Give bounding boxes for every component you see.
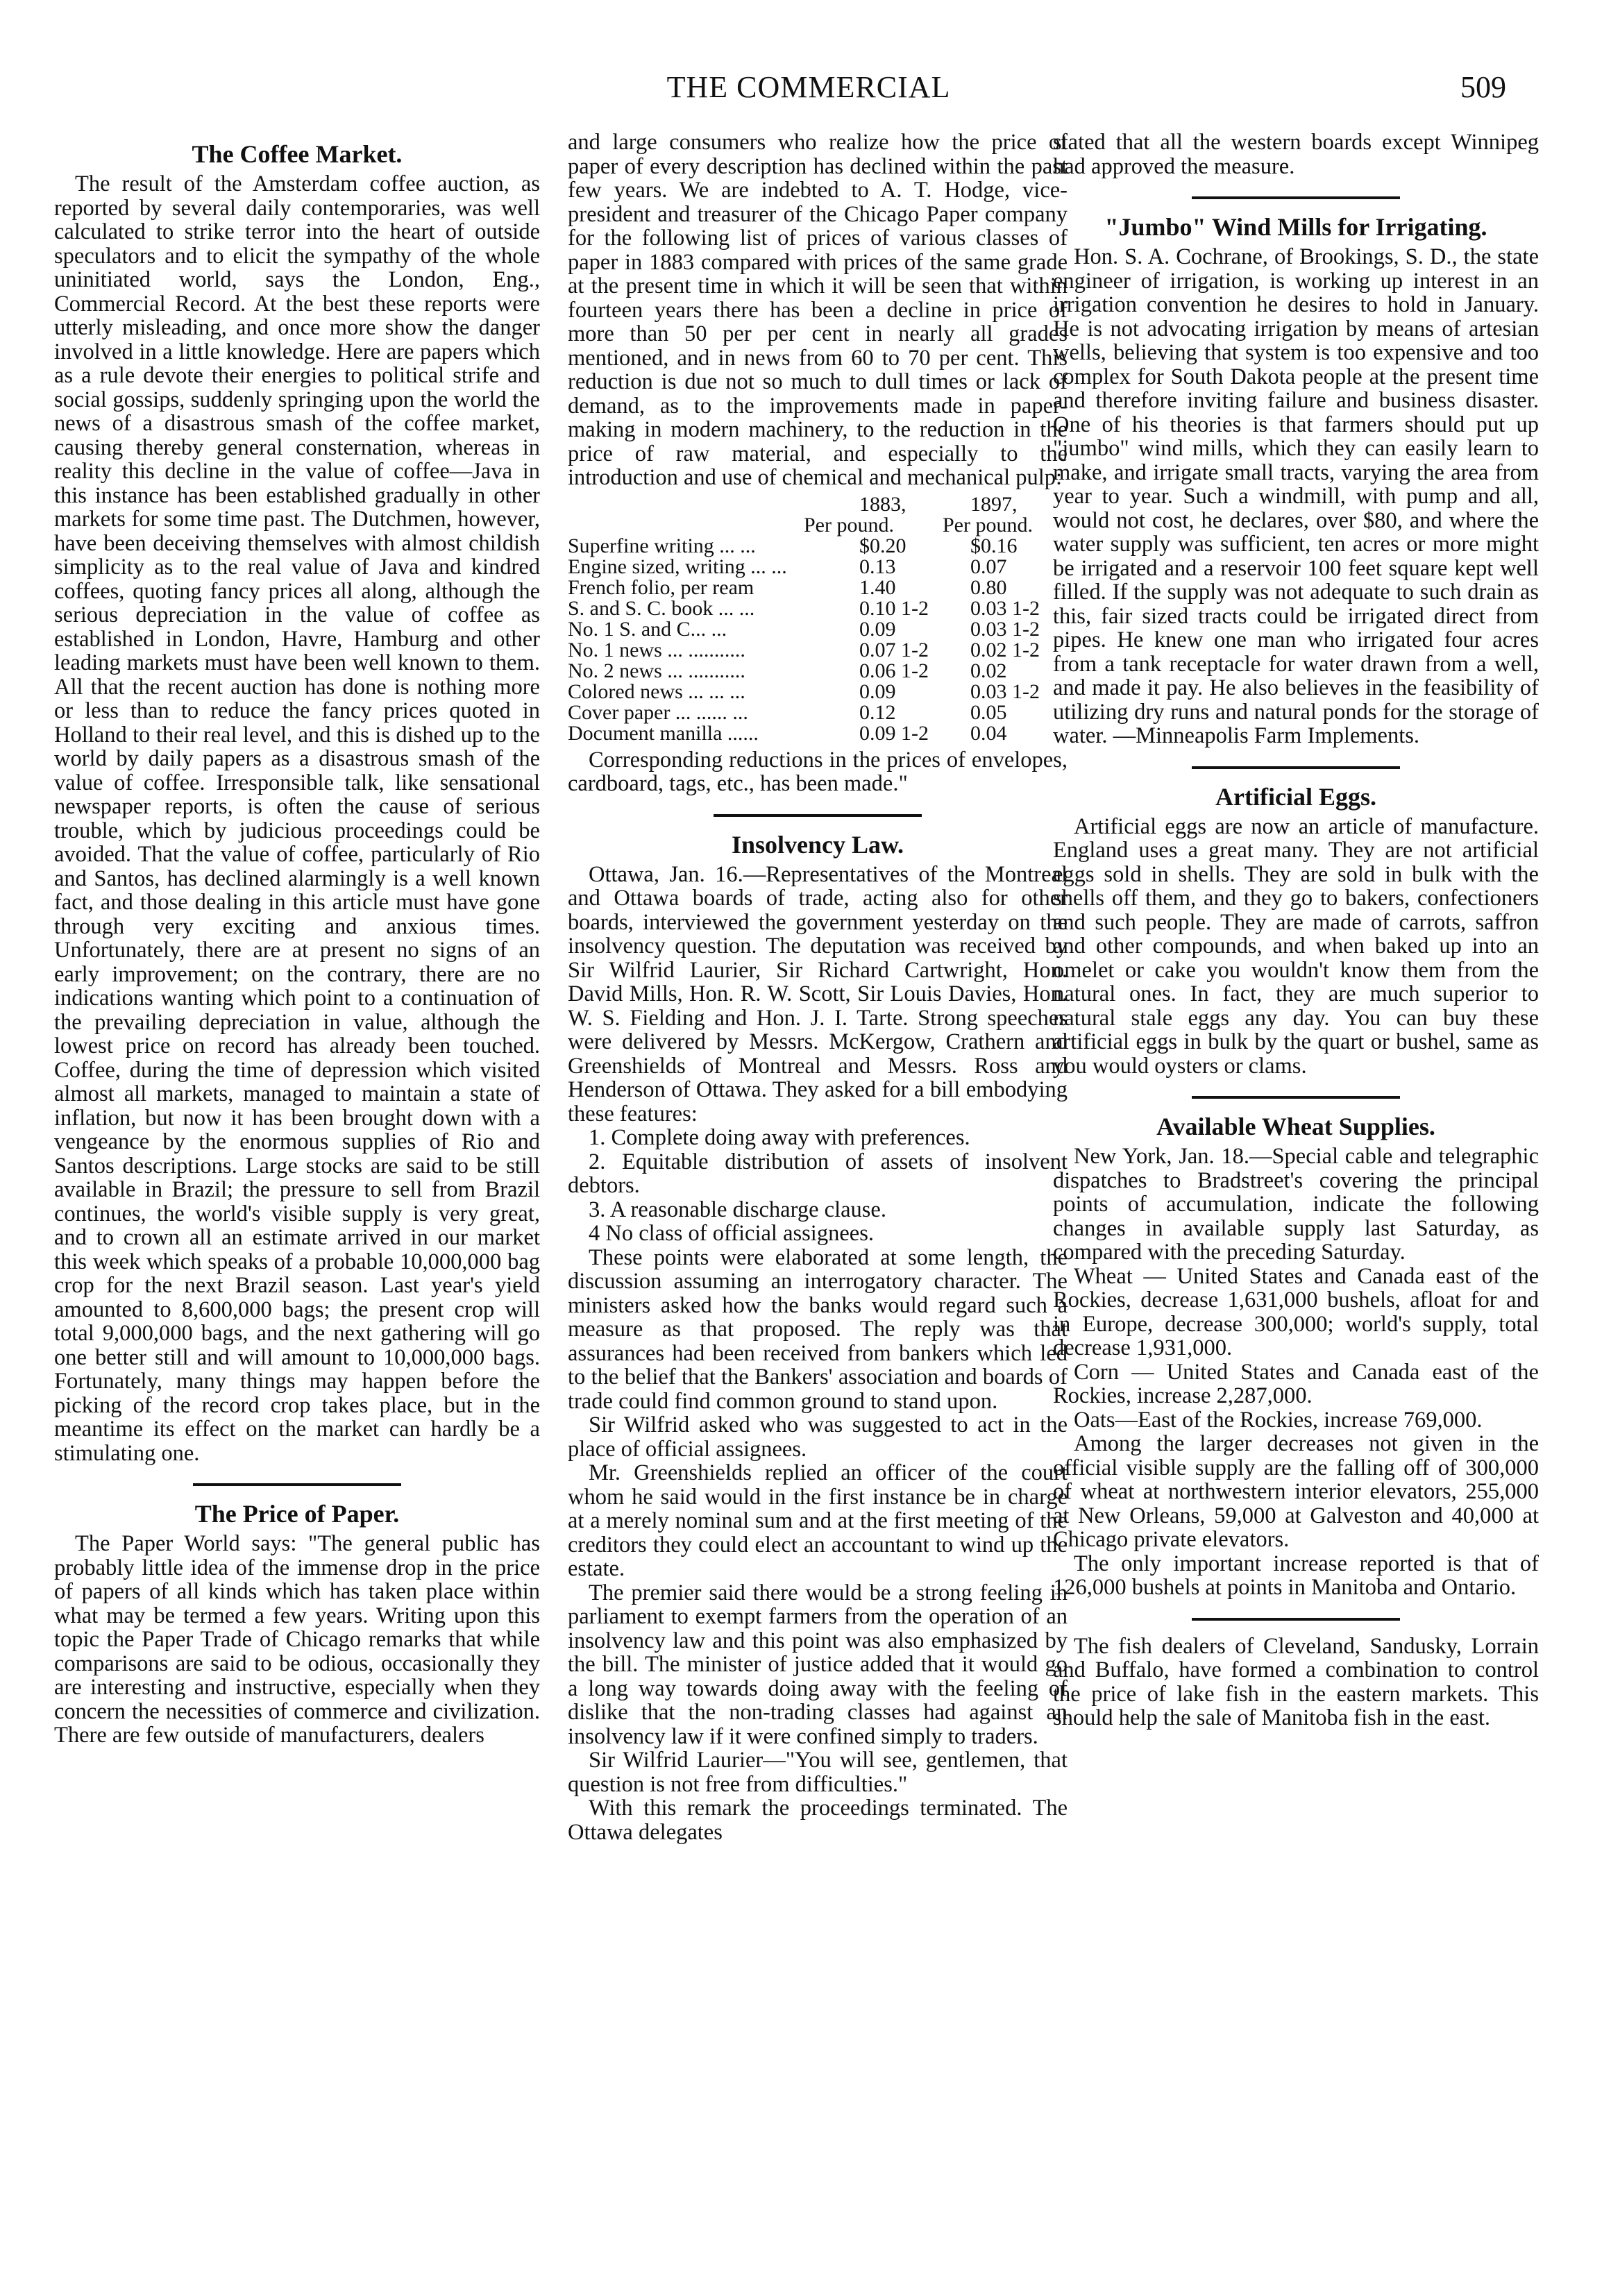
column-unit: Per pound. bbox=[804, 513, 894, 537]
section-divider bbox=[1192, 1618, 1400, 1621]
price-1883: $0.20 bbox=[859, 534, 906, 557]
article-paragraph: Ottawa, Jan. 16.—Representatives of the Montreal and Ottawa boards of trade, acting also for other boards, interviewed the government yesterday on the insolvency question. The deputation was received by Sir Wilfrid Laurier, Sir Richard Cartwright, Hon. David Mills, Hon. R. W. Scott, Sir Louis Davies, Hon. W. S. Fielding and Hon. J. I. Tarte. Strong speeches were delivered by Messrs. McKergow, Crathern and Greenshields of Montreal and Messrs. Ross and Henderson of Ottawa. They asked for a bill embodying these features: bbox=[568, 861, 1068, 1126]
price-1897: 0.80 bbox=[970, 575, 1007, 599]
article-paragraph: Sir Wilfrid asked who was suggested to act in the place of official assignees. bbox=[568, 1412, 1068, 1462]
price-1883: 0.13 bbox=[859, 555, 896, 578]
column-year-1883: 1883, bbox=[859, 492, 906, 516]
section-divider bbox=[193, 1483, 401, 1486]
table-header-years bbox=[568, 494, 1068, 515]
price-1897: $0.16 bbox=[970, 534, 1018, 557]
page-number: 509 bbox=[1460, 70, 1506, 104]
article-paragraph: With this remark the proceedings terminated. The Ottawa delegates bbox=[568, 1796, 1068, 1845]
row-label: Superfine writing ... ... bbox=[568, 534, 756, 557]
price-1883: 0.12 bbox=[859, 700, 896, 724]
list-item: 2. Equitable distribution of assets of insolvent debtors. bbox=[568, 1149, 1068, 1198]
paper-price-table bbox=[568, 494, 1068, 744]
article-paragraph: stated that all the western boards except Winnipeg had approved the measure. bbox=[1053, 130, 1539, 179]
list-item: 3. A reasonable discharge clause. bbox=[589, 1197, 886, 1222]
article-paragraph: Wheat — United States and Canada east of the Rockies, decrease 1,631,000 bushels, afloat for and in Europe, decrease 300,000; world's supply, total decrease 1,931,000. bbox=[1053, 1263, 1539, 1360]
table-row bbox=[568, 661, 1068, 682]
list-item: 1. Complete doing away with preferences. bbox=[589, 1125, 970, 1150]
price-1897: 0.03 1-2 bbox=[970, 617, 1040, 641]
section-divider bbox=[714, 814, 922, 817]
price-1883: 0.06 1-2 bbox=[859, 659, 929, 682]
article-heading-artificial-eggs: Artificial Eggs. bbox=[1215, 782, 1376, 811]
row-label: Engine sized, writing ... ... bbox=[568, 555, 787, 578]
row-label: Colored news ... ... ... bbox=[568, 679, 745, 703]
table-row bbox=[568, 702, 1068, 723]
section-divider bbox=[1192, 1096, 1400, 1099]
article-paragraph: Corn — United States and Canada east of the Rockies, increase 2,287,000. bbox=[1053, 1359, 1539, 1408]
table-row bbox=[568, 619, 1068, 640]
article-heading-insolvency-law: Insolvency Law. bbox=[731, 830, 904, 859]
row-label: No. 1 news ... ........... bbox=[568, 638, 745, 661]
column-3 bbox=[1053, 130, 1539, 1730]
article-paragraph: Hon. S. A. Cochrane, of Brookings, S. D., the state engineer of irrigation, is working up interest in an irrigation convention he desires to hold in January. He is not advocating irrigation by means of artesian wells, believing that system is too expensive and too complex for South Dakota people at the present time and therefore inviting failure and business disaster. One of his theories is that farmers should put up "jumbo" wind mills, which they can easily learn to make, and irrigate small tracts, varying the area from year to year. Such a windmill, with pump and all, would not cost, he declares, over $80, and where the water supply was sufficient, ten acres or more might be irrigated and a reservoir 100 feet square kept well filled. If the supply was not adequate to such drain as this, fair sized tracts could be irrigated direct from pipes. He knew one man who irrigated four acres from a tank receptacle for water drawn from a well, and made it pay. He also believes in the feasibility of utilizing dry runs and natural ponds for the storage of water. —Minneapolis Farm Implements. bbox=[1053, 244, 1539, 748]
section-divider bbox=[1192, 196, 1400, 199]
article-paragraph: The premier said there would be a strong feeling in parliament to exempt farmers from the operation of an insolvency law and this point was also emphasized by the bill. The minister of justice added that it would go a long way towards doing away with the feeling of dislike that the non-trading classes had against an insolvency law if it were confined simply to traders. bbox=[568, 1580, 1068, 1749]
price-1883: 0.09 bbox=[859, 679, 896, 703]
price-1897: 0.03 1-2 bbox=[970, 596, 1040, 620]
table-row bbox=[568, 557, 1068, 577]
article-paragraph: Among the larger decreases not given in the official visible supply are the falling off of 300,000 of wheat at northwestern interior elevators, 255,000 at New Orleans, 59,000 at Galveston and 40,000 at Chicago private elevators. bbox=[1053, 1431, 1539, 1552]
article-heading-available-wheat-supplies: Available Wheat Supplies. bbox=[1156, 1113, 1435, 1140]
article-paragraph: The only important increase reported is that of 126,000 bushels at points in Manitoba and Ontario. bbox=[1053, 1551, 1539, 1600]
row-label: No. 1 S. and C... ... bbox=[568, 617, 727, 641]
column-1 bbox=[54, 130, 540, 1748]
row-label: Document manilla ...... bbox=[568, 721, 759, 745]
price-1883: 1.40 bbox=[859, 575, 896, 599]
article-paragraph: Artificial eggs are now an article of manufacture. England uses a great many. They are not artificial eggs sold in shells. They are sold in bulk with the shells off them, and they go to bakers, confectioners and such people. They are made of carrots, saffron and other compounds, and when baked up into an omelet or cake you wouldn't know them from the natural ones. In fact, they are much superior to natural stale eggs any day. You can buy these artificial eggs in bulk by the quart or bushel, same as you would oysters or clams. bbox=[1053, 813, 1539, 1079]
price-1897: 0.04 bbox=[970, 721, 1007, 745]
price-1883: 0.07 1-2 bbox=[859, 638, 929, 661]
page-header bbox=[62, 69, 1555, 118]
article-heading-jumbo-wind-mills: "Jumbo" Wind Mills for Irrigating. bbox=[1104, 213, 1487, 241]
table-row bbox=[568, 679, 1068, 703]
price-1883: 0.10 1-2 bbox=[859, 596, 929, 620]
article-paragraph-fish-dealers: The fish dealers of Cleveland, Sandusky, Lorrain and Buffalo, have formed a combination to control the price of lake fish in the eastern markets. This should help the sale of Manitoba fish in the east. bbox=[1053, 1633, 1539, 1730]
article-paragraph: Corresponding reductions in the prices of envelopes, cardboard, tags, etc., has been made." bbox=[568, 747, 1068, 796]
article-paragraph: and large consumers who realize how the price of paper of every description has declined within the past few years. We are indebted to A. T. Hodge, vice-president and treasurer of the Chicago Paper company for the following list of prices of various classes of paper in 1883 compared with prices of the same grade at the present time in which it will be seen that within fourteen years there has been a decline in price of more than 50 per per cent in nearly all grades mentioned, and in news from 60 to 70 per cent. This reduction is due not so much to dull times or lack of demand, as to the improvements made in paper-making in modern machinery, to the reduction in the price of raw material, and especially to the introduction and use of chemical and mechanical pulp: bbox=[568, 130, 1068, 490]
article-paragraph: New York, Jan. 18.—Special cable and telegraphic dispatches to Bradstreet's covering the principal points of accumulation, indicate the following changes in available supply last Saturday, as compared with the preceding Saturday. bbox=[1053, 1144, 1539, 1265]
table-header-units bbox=[568, 515, 1068, 536]
price-1883: 0.09 1-2 bbox=[859, 721, 929, 745]
column-unit: Per pound. bbox=[943, 513, 1033, 537]
column-2 bbox=[568, 130, 1068, 1844]
publication-title: THE COMMERCIAL bbox=[666, 70, 951, 104]
price-1897: 0.03 1-2 bbox=[970, 679, 1040, 703]
row-label: S. and S. C. book ... ... bbox=[568, 596, 755, 620]
table-row bbox=[568, 723, 1068, 744]
table-row bbox=[568, 577, 1068, 598]
row-label: French folio, per ream bbox=[568, 575, 754, 599]
price-1897: 0.02 1-2 bbox=[970, 638, 1040, 661]
table-row bbox=[568, 536, 1068, 557]
price-1897: 0.05 bbox=[970, 700, 1007, 724]
article-paragraph: The Paper World says: "The general public has probably little idea of the immense drop in the price of papers of all kinds which has taken place within what may be termed a few years. Writing upon this topic the Paper Trade of Chicago remarks that while comparisons are said to be odious, occasionally they are interesting and instructive, especially when they concern the necessities of commerce and civilization. There are few outside of manufacturers, dealers bbox=[54, 1531, 540, 1748]
article-heading-price-of-paper: The Price of Paper. bbox=[194, 1500, 400, 1528]
row-label: No. 2 news ... ........... bbox=[568, 659, 745, 682]
column-year-1897: 1897, bbox=[970, 492, 1018, 516]
article-heading-coffee-market: The Coffee Market. bbox=[192, 140, 403, 168]
article-paragraph: The result of the Amsterdam coffee auction, as reported by several daily contemporaries, was well calculated to strike terror into the heart of outside speculators and to elicit the sympathy of the whole uninitiated world, says the London, Eng., Commercial Record. At the best these reports were utterly misleading, and once more show the danger involved in a little knowledge. Here are papers which as a rule devote their energies to political strife and social gossips, suddenly springing upon the world the news of a disastrous smash of the coffee market, causing thereby general consternation, whereas in reality this decline in the value of coffee—Java in this instance has been established gradually in other markets for some time past. The Dutchmen, however, have been deceiving themselves with almost childish simplicity as to the real value of Java and kindred coffees, quoting fancy prices all along, although the serious depreciation in the value of coffee as established in London, Havre, Hamburg and other leading markets must have been well known to them. All that the recent auction has done is nothing more or less than to reduce the fancy prices quoted in Holland to their real level, and this is dished up to the world by daily papers as a disastrous smash of the value of coffee. Irresponsible talk, like sensational newspaper reports, is often the cause of serious trouble, which by judicious proceedings could be avoided. That the value of coffee, particularly of Rio and Santos, has declined alarmingly is a well known fact, and those dealing in this article must have gone through very exciting and anxious times. Unfortunately, there are at present no signs of an early improvement; on the contrary, there are no indications wanting which point to a continuation of the prevailing depreciation in value, although the lowest price on record has already been touched. Coffee, during the time of depression which visited almost all markets, managed to maintain a state of inflation, but now it has been brought down with a vengeance by the enormous supplies of Rio and Santos descriptions. Large stocks are said to be still available in Brazil; the pressure to sell from Brazil continues, the world's visible supply is very great, and to crown all an estimate arrived in our market this week which speaks of a probable 10,000,000 bag crop for the next Brazil season. Last year's yield amounted to 8,600,000 bags; the present crop will total 9,000,000 bags, and the next gathering will go one better still and will amount to 10,000,000 bags. Fortunately, many things may happen before the picking of the record crop takes place, but in the meantime its effect on the market can hardly be a stimulating one. bbox=[54, 171, 540, 1466]
article-paragraph: Oats—East of the Rockies, increase 769,000. bbox=[1074, 1407, 1483, 1433]
table-row bbox=[568, 640, 1068, 661]
article-paragraph: Mr. Greenshields replied an officer of the court whom he said would in the first instance be in charge at a merely nominal sum and at the first meeting of the creditors they could elect an accountant to wind up the estate. bbox=[568, 1460, 1068, 1581]
price-1883: 0.09 bbox=[859, 617, 896, 641]
price-1897: 0.07 bbox=[970, 555, 1007, 578]
row-label: Cover paper ... ...... ... bbox=[568, 700, 748, 724]
article-paragraph: Sir Wilfrid Laurier—"You will see, gentlemen, that question is not free from difficulties." bbox=[568, 1748, 1068, 1797]
article-paragraph: These points were elaborated at some length, the discussion assuming an interrogatory character. The ministers asked how the banks would regard such a measure as that proposed. The reply was that assurances had been received from bankers which led to the belief that the Bankers' association and boards of trade could find common ground to stand upon. bbox=[568, 1244, 1068, 1414]
list-item: 4 No class of official assignees. bbox=[589, 1221, 874, 1246]
price-1897: 0.02 bbox=[970, 659, 1007, 682]
section-divider bbox=[1192, 766, 1400, 769]
table-row bbox=[568, 598, 1068, 619]
